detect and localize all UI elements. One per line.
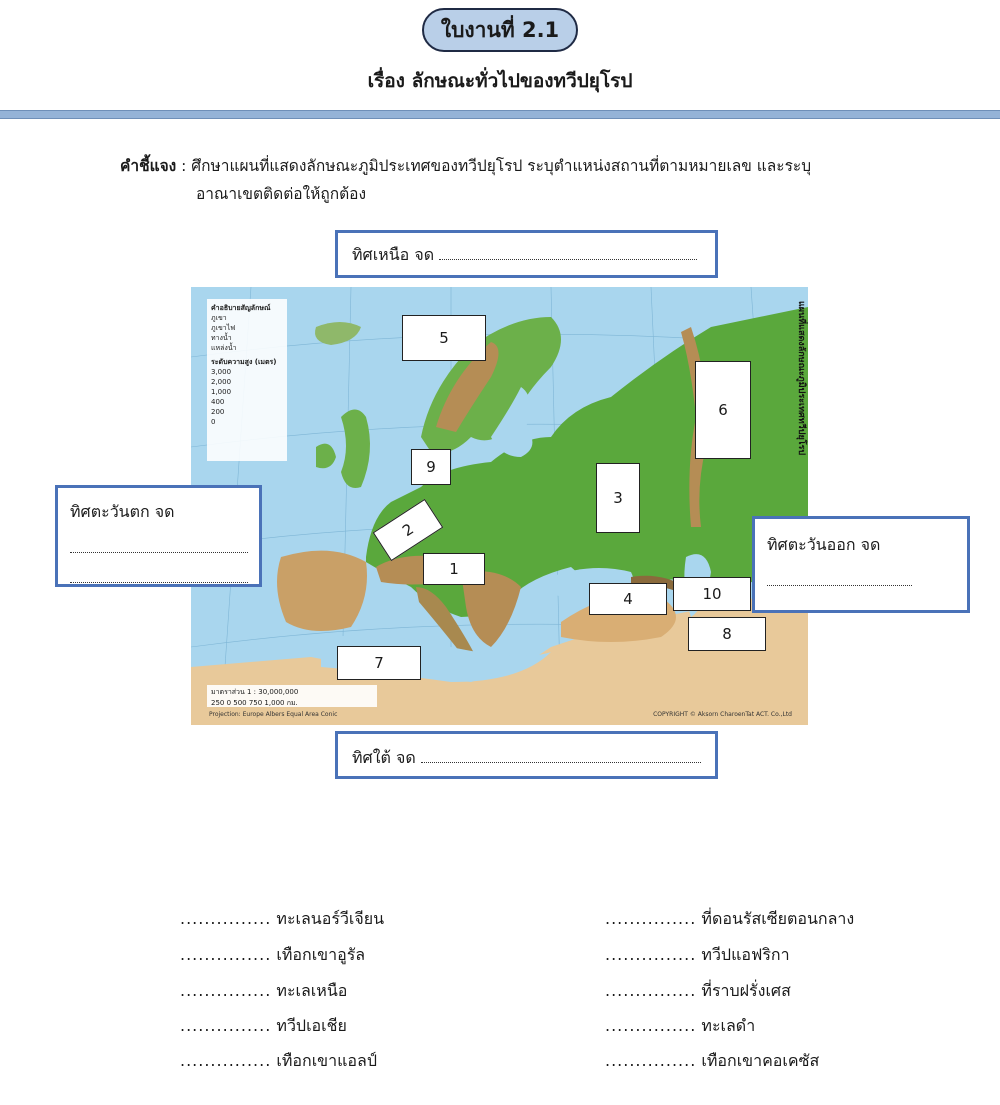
worksheet-title: ใบงานที่ 2.1 bbox=[422, 8, 578, 52]
legend-item: แหล่งน้ำ bbox=[211, 344, 237, 352]
answer-right-4: ............... ทะเลดำ bbox=[605, 1016, 756, 1035]
iberia-land bbox=[277, 551, 367, 631]
elevation-value: 0 bbox=[211, 418, 216, 426]
map-box-1[interactable]: 1 bbox=[423, 553, 485, 585]
copyright-note: COPYRIGHT © Aksorn CharoenTat ACT. Co.,Ltd bbox=[653, 711, 792, 718]
map-box-10[interactable]: 10 bbox=[673, 577, 751, 611]
south-answer-line[interactable] bbox=[421, 749, 701, 763]
britain-land bbox=[341, 410, 370, 489]
instructions bbox=[120, 152, 940, 208]
map-box-2[interactable]: 2 bbox=[373, 499, 444, 561]
elevation-value: 3,000 bbox=[211, 368, 232, 376]
iceland-land bbox=[315, 322, 361, 345]
map-box-3[interactable]: 3 bbox=[596, 463, 640, 533]
legend-item: ภูเขา bbox=[211, 314, 227, 322]
legend-title: คำอธิบายสัญลักษณ์ bbox=[211, 304, 271, 312]
answer-left-4: ............... ทวีปเอเชีย bbox=[180, 1016, 347, 1035]
europe-map bbox=[191, 287, 808, 725]
instructions-label: คำชี้แจง bbox=[120, 157, 177, 175]
map-box-5[interactable]: 5 bbox=[402, 315, 486, 361]
map-side-title: แผนที่แสดงลักษณะภูมิประเทศทวีปยุโรป bbox=[796, 301, 806, 456]
elevation-title: ระดับความสูง (เมตร) bbox=[211, 358, 277, 366]
map-box-8[interactable]: 8 bbox=[688, 617, 766, 651]
answer-right-2: ............... ทวีปแอฟริกา bbox=[605, 945, 790, 964]
answer-left-1: ............... ทะเลนอร์วีเจียน bbox=[180, 909, 385, 928]
elevation-value: 400 bbox=[211, 398, 225, 406]
answer-right-5: ............... เทือกเขาคอเคซัส bbox=[605, 1051, 820, 1070]
legend-item: ภูเขาไฟ bbox=[211, 324, 236, 332]
east-border-box[interactable] bbox=[752, 516, 970, 613]
map-box-4[interactable]: 4 bbox=[589, 583, 667, 615]
map-scale bbox=[207, 685, 377, 707]
answer-left-2: ............... เทือกเขาอูรัล bbox=[180, 945, 366, 964]
scale-ticks: 250 0 500 750 1,000 กม. bbox=[211, 699, 298, 707]
elevation-value: 1,000 bbox=[211, 388, 232, 396]
projection-note: Projection: Europe Albers Equal Area Conic bbox=[209, 711, 338, 718]
elevation-value: 2,000 bbox=[211, 378, 232, 386]
instructions-text: : ศึกษาแผนที่แสดงลักษณะภูมิประเทศของทวีปยุโรป ระบุตำแหน่งสถานที่ตามหมายเลข และระบุ bbox=[176, 157, 812, 175]
answer-left-3: ............... ทะเลเหนือ bbox=[180, 981, 348, 1000]
answer-left-5: ............... เทือกเขาแอลป์ bbox=[180, 1051, 377, 1070]
instructions-text-2: อาณาเขตติดต่อให้ถูกต้อง bbox=[196, 185, 367, 203]
worksheet-subtitle: เรื่อง ลักษณะทั่วไปของทวีปยุโรป bbox=[367, 70, 633, 92]
map-box-7[interactable]: 7 bbox=[337, 646, 421, 680]
south-border-box[interactable] bbox=[335, 731, 718, 779]
header-divider bbox=[0, 110, 1000, 119]
north-label: ทิศเหนือ จด bbox=[352, 245, 435, 264]
answer-right-3: ............... ที่ราบฝรั่งเศส bbox=[605, 981, 791, 1000]
scale-text: มาตราส่วน 1 : 30,000,000 bbox=[211, 688, 299, 696]
west-answer-line-1[interactable] bbox=[70, 539, 248, 553]
elevation-value: 200 bbox=[211, 408, 225, 416]
ireland-land bbox=[316, 444, 336, 469]
east-label: ทิศตะวันออก จด bbox=[767, 535, 881, 554]
west-label: ทิศตะวันตก จด bbox=[70, 502, 175, 521]
north-answer-line[interactable] bbox=[439, 246, 697, 260]
north-border-box[interactable] bbox=[335, 230, 718, 278]
answer-right-1: ............... ที่ดอนรัสเซียตอนกลาง bbox=[605, 909, 855, 928]
map-box-6[interactable]: 6 bbox=[695, 361, 751, 459]
legend-item: ทางน้ำ bbox=[211, 334, 232, 342]
west-answer-line-2[interactable] bbox=[70, 569, 248, 583]
east-answer-line[interactable] bbox=[767, 572, 912, 586]
map-legend bbox=[207, 299, 287, 461]
south-label: ทิศใต้ จด bbox=[352, 748, 416, 767]
west-border-box[interactable] bbox=[55, 485, 262, 587]
map-box-9[interactable]: 9 bbox=[411, 449, 451, 485]
